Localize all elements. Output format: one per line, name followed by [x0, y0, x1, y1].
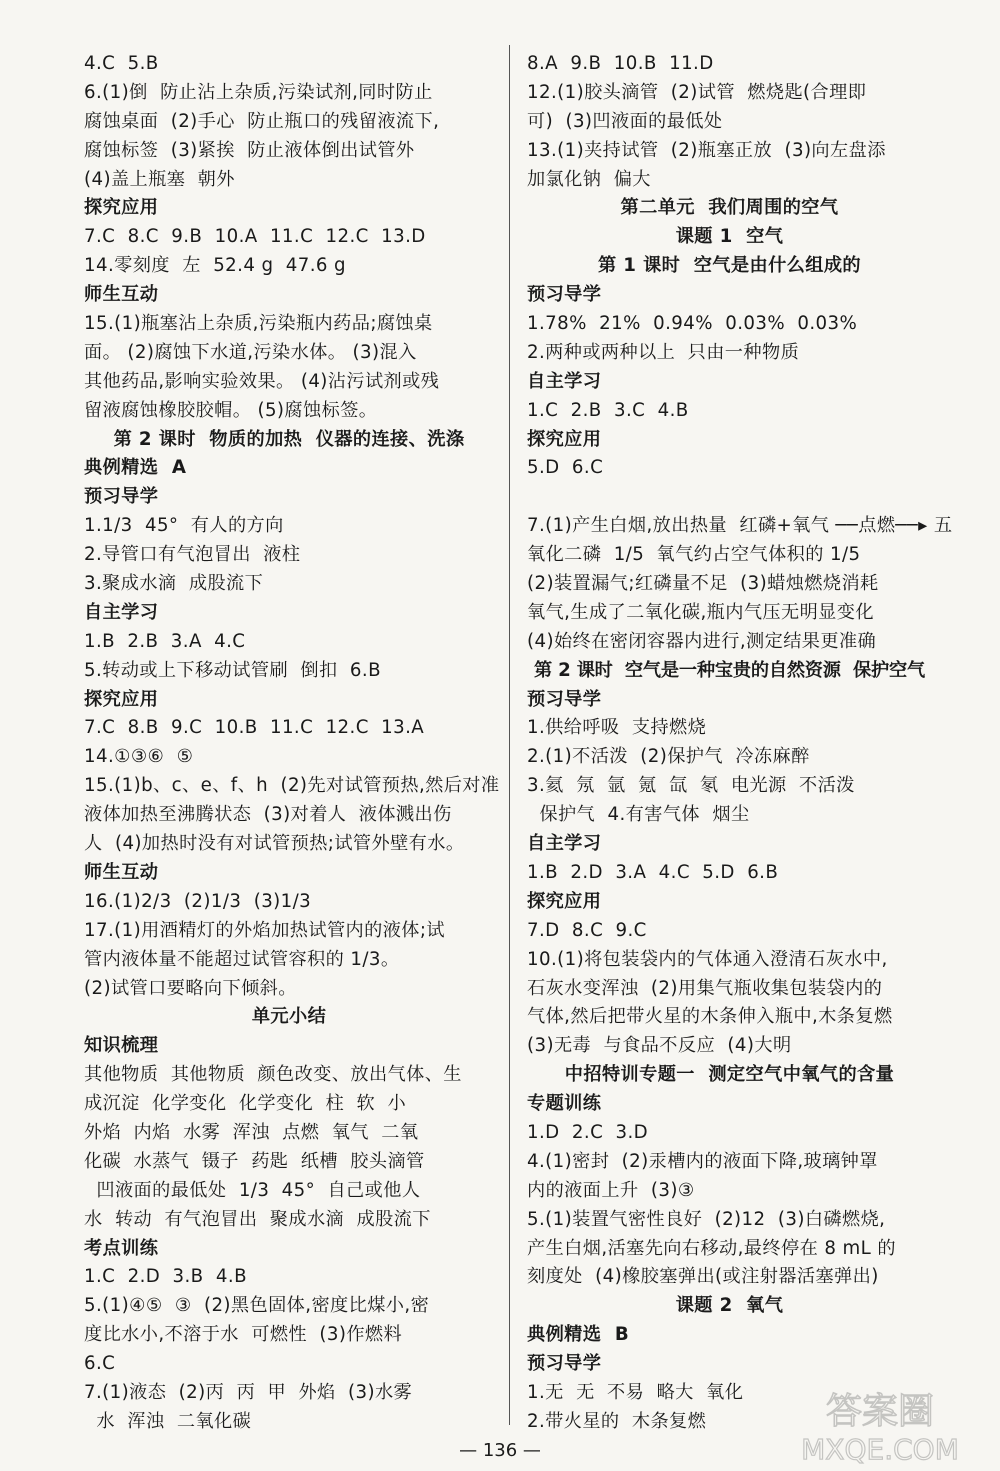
answer-line: 4.(1)密封 (2)汞槽内的液面下降,玻璃钟罩 — [527, 1150, 878, 1172]
section-heading: 知识梳理 — [84, 1035, 159, 1057]
answer-line: 10.(1)将包装袋内的气体通入澄清石灰水中, — [527, 948, 888, 970]
answer-line: 1.78% 21% 0.94% 0.03% 0.03% — [527, 313, 858, 335]
section-heading: 典例精选 B — [527, 1324, 630, 1346]
section-title: 课题 2 氧气 — [675, 1295, 784, 1317]
answer-line: 6.(1)倒 防止沾上杂质,污染试剂,同时防止 — [84, 81, 433, 103]
answer-line: 2.带火星的 木条复燃 — [527, 1410, 707, 1432]
section-heading: 师生互动 — [84, 861, 159, 883]
answer-line: 2.导管口有气泡冒出 液柱 — [84, 544, 301, 566]
answer-line: 管内液体量不能超过试管容积的 1/3。 — [84, 948, 400, 970]
answer-line: 其他物质 其他物质 颜色改变、放出气体、生 — [84, 1064, 462, 1086]
section-title: 第 1 课时 空气是由什么组成的 — [597, 255, 862, 277]
left-column — [84, 50, 500, 1437]
section-heading: 预习导学 — [84, 486, 159, 508]
answer-line: 7.C 8.C 9.B 10.A 11.C 12.C 13.D — [84, 226, 426, 248]
answer-line: 内的液面上升 (3)③ — [527, 1179, 695, 1201]
section-heading: 专题训练 — [527, 1093, 602, 1115]
answer-line: 1.供给呼吸 支持燃烧 — [527, 717, 707, 739]
section-heading: 探究应用 — [84, 688, 159, 710]
answer-line: 5.D 6.C — [527, 457, 604, 479]
section-heading: 师生互动 — [84, 284, 159, 306]
answer-line: 外焰 内焰 水雾 浑浊 点燃 氧气 二氧 — [84, 1121, 419, 1143]
answer-line: 16.(1)2/3 (2)1/3 (3)1/3 — [84, 890, 312, 912]
answer-line: 石灰水变浑浊 (2)用集气瓶收集包装袋内的 — [527, 977, 883, 999]
section-title: 课题 1 空气 — [675, 226, 784, 248]
answer-line: 面。 (2)腐蚀下水道,污染水体。 (3)混入 — [84, 341, 417, 363]
section-heading: 自主学习 — [527, 370, 602, 392]
answer-line: 液体加热至沸腾状态 (3)对着人 液体溅出伤 — [84, 804, 452, 826]
section-heading: 典例精选 A — [84, 457, 187, 479]
answer-line: 14.零刻度 左 52.4 g 47.6 g — [84, 255, 347, 277]
section-title: 中招特训专题一 测定空气中氧气的含量 — [564, 1064, 895, 1086]
answer-line: 1.C 2.B 3.C 4.B — [527, 399, 689, 421]
answer-line: 2.(1)不活泼 (2)保护气 冷冻麻醉 — [527, 746, 810, 768]
section-title: 第 2 课时 物质的加热 仪器的连接、洗涤 — [113, 428, 465, 450]
section-heading: 预习导学 — [527, 284, 602, 306]
answer-line: 1.无 无 不易 略大 氧化 — [527, 1381, 744, 1403]
answer-line: 5.转动或上下移动试管刷 倒扣 6.B — [84, 659, 381, 681]
answer-line: 水 浑浊 二氧化碳 — [84, 1410, 252, 1432]
answer-line: 7.D 8.C 9.C — [527, 919, 647, 941]
answer-line: 7.(1)液态 (2)丙 丙 甲 外焰 (3)水雾 — [84, 1381, 413, 1403]
answer-line: 度比水小,不溶于水 可燃性 (3)作燃料 — [84, 1324, 403, 1346]
answer-line: 6.C — [84, 1353, 116, 1375]
right-column — [527, 50, 953, 1437]
answer-line: 氧化二磷 1/5 氧气约占空气体积的 1/5 — [527, 544, 861, 566]
answer-line: 5.(1)④⑤ ③ (2)黑色固体,密度比煤小,密 — [84, 1295, 430, 1317]
answer-line: 4.C 5.B — [84, 53, 159, 74]
answer-line: 8.A 9.B 10.B 11.D — [527, 53, 714, 74]
answer-line: 1.C 2.D 3.B 4.B — [84, 1266, 247, 1288]
answer-line: 人 (4)加热时没有对试管预热;试管外壁有水。 — [84, 833, 465, 855]
answer-line: 保护气 4.有害气体 烟尘 — [527, 804, 750, 826]
answer-line: (4)始终在密闭容器内进行,测定结果更准确 — [527, 630, 877, 652]
answer-line: 气体,然后把带火星的木条伸入瓶中,木条复燃 — [527, 1006, 893, 1028]
answer-line: (4)盖上瓶塞 朝外 — [84, 168, 235, 190]
answer-line: 7.(1)产生白烟,放出热量 红磷+氧气 ──点燃──▸ 五 — [527, 515, 953, 537]
section-heading: 探究应用 — [527, 890, 602, 912]
answer-line: 1.B 2.B 3.A 4.C — [84, 630, 246, 652]
answer-line: 成沉淀 化学变化 化学变化 柱 软 小 — [84, 1093, 407, 1115]
column-divider — [509, 45, 510, 1425]
answer-line: 可) (3)凹液面的最低处 — [527, 110, 723, 132]
answer-line: 15.(1)瓶塞沾上杂质,污染瓶内药品;腐蚀桌 — [84, 313, 433, 335]
section-title: 单元小结 — [251, 1006, 327, 1028]
answer-line: 14.①③⑥ ⑤ — [84, 746, 194, 768]
answer-line: 水 转动 有气泡冒出 聚成水滴 成股流下 — [84, 1208, 431, 1230]
section-heading: 自主学习 — [84, 601, 159, 623]
answer-line: (2)装置漏气;红磷量不足 (3)蜡烛燃烧消耗 — [527, 573, 879, 595]
watermark-line2: MXQE.COM — [801, 1433, 959, 1466]
answer-line: 2.两种或两种以上 只由一种物质 — [527, 341, 800, 363]
answer-line: 13.(1)夹持试管 (2)瓶塞正放 (3)向左盘添 — [527, 139, 886, 161]
answer-line: (3)无毒 与食品不反应 (4)大明 — [527, 1035, 792, 1057]
answer-line — [527, 483, 932, 512]
answer-line: 产生白烟,活塞先向右移动,最终停在 8 mL 的 — [527, 1237, 896, 1259]
answer-line: 刻度处 (4)橡胶塞弹出(或注射器活塞弹出) — [527, 1266, 879, 1288]
section-heading: 考点训练 — [84, 1237, 159, 1259]
section-heading: 探究应用 — [527, 428, 602, 450]
answer-line: 12.(1)胶头滴管 (2)试管 燃烧匙(合理即 — [527, 81, 867, 103]
answer-line: 加氯化钠 偏大 — [527, 168, 651, 190]
section-heading: 预习导学 — [527, 688, 602, 710]
section-title: 第二单元 我们周围的空气 — [620, 197, 839, 219]
answer-line: 凹液面的最低处 1/3 45° 自己或他人 — [84, 1179, 421, 1201]
answer-line: 1.D 2.C 3.D — [527, 1121, 649, 1143]
watermark-logo — [770, 1383, 990, 1468]
answer-line: 15.(1)b、c、e、f、h (2)先对试管预热,然后对准 — [84, 775, 500, 797]
section-heading: 预习导学 — [527, 1353, 602, 1375]
section-heading: 自主学习 — [527, 833, 602, 855]
answer-line: 3.聚成水滴 成股流下 — [84, 573, 264, 595]
answer-line: 1.B 2.D 3.A 4.C 5.D 6.B — [527, 861, 779, 883]
answer-line: 3.氦 氖 氩 氪 氙 氡 电光源 不活泼 — [527, 775, 855, 797]
section-title: 第 2 课时 空气是一种宝贵的自然资源 保护空气 — [533, 659, 925, 681]
answer-line: 5.(1)装置气密性良好 (2)12 (3)白磷燃烧, — [527, 1208, 886, 1230]
answer-line: 7.C 8.B 9.C 10.B 11.C 12.C 13.A — [84, 717, 425, 739]
watermark-line1: 答案圈 — [825, 1391, 935, 1432]
answer-line: 化碳 水蒸气 镊子 药匙 纸槽 胶头滴管 — [84, 1150, 425, 1172]
section-heading: 探究应用 — [84, 197, 159, 219]
answer-line: 腐蚀标签 (3)紧挨 防止液体倒出试管外 — [84, 139, 415, 161]
answer-line: 17.(1)用酒精灯的外焰加热试管内的液体;试 — [84, 919, 446, 941]
page-number: — 136 — — [459, 1440, 541, 1461]
answer-line: 其他药品,影响实验效果。 (4)沾污试剂或残 — [84, 370, 440, 392]
answer-line: (2)试管口要略向下倾斜。 — [84, 977, 297, 999]
answer-line: 留液腐蚀橡胶胶帽。 (5)腐蚀标签。 — [84, 399, 378, 421]
answer-line: 1.1/3 45° 有人的方向 — [84, 515, 284, 537]
answer-line: 腐蚀桌面 (2)手心 防止瓶口的残留液流下, — [84, 110, 440, 132]
answer-line: 氧气,生成了二氧化碳,瓶内气压无明显变化 — [527, 601, 874, 623]
